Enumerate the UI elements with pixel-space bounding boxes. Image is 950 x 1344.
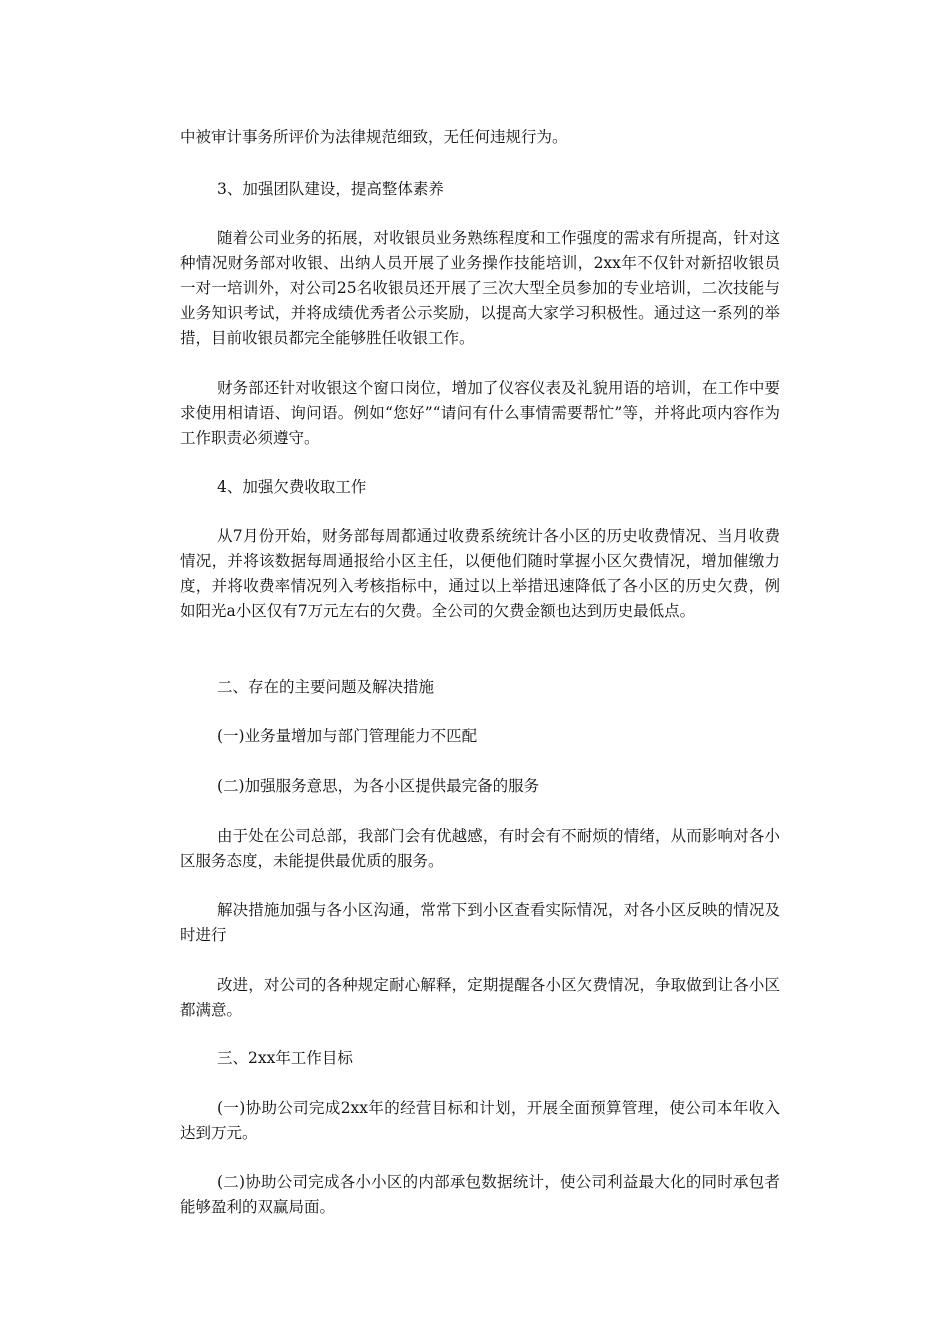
subheading-problem-two: (二)加强服务意思，为各小区提供最完备的服务 bbox=[217, 777, 540, 795]
paragraph-goal-two: (二)协助公司完成各小小区的内部承包数据统计，使公司利益最大化的同时承包者能够盈利的双赢局面。 bbox=[180, 1173, 780, 1216]
paragraph-audit-evaluation: 中被审计事务所评价为法律规范细致，无任何违规行为。 bbox=[180, 128, 568, 146]
subheading-problem-one: (一)业务量增加与部门管理能力不匹配 bbox=[217, 727, 478, 745]
heading-arrears-collection: 4、加强欠费收取工作 bbox=[217, 478, 367, 496]
paragraph-etiquette-training: 财务部还针对收银这个窗口岗位，增加了仪容仪表及礼貌用语的培训，在工作中要求使用相请语、询问语。例如“您好”“请问有什么事情需要帮忙”等，并将此项内容作为工作职责必须遵守。 bbox=[180, 379, 780, 447]
heading-team-building: 3、加强团队建设，提高整体素养 bbox=[217, 180, 444, 198]
paragraph-service-attitude: 由于处在公司总部，我部门会有优越感，有时会有不耐烦的情绪，从而影响对各小区服务态度，未能提供最优质的服务。 bbox=[180, 827, 780, 870]
paragraph-goal-one: (一)协助公司完成2xx年的经营目标和计划，开展全面预算管理，使公司本年收入达到万元。 bbox=[180, 1099, 780, 1142]
paragraph-arrears-measures: 从7月份开始，财务部每周都通过收费系统统计各小区的历史收费情况、当月收费情况，并将该数据每周通报给小区主任，以便他们随时掌握小区欠费情况，增加催缴力度，并将收费率情况列入考核指标中，通过以上举措迅速降低了各小区的历史欠费，例如阳光a小区仅有7万元左右的欠费。全公司的欠费金额也达到历史最低点。 bbox=[180, 527, 780, 620]
heading-work-goals: 三、2xx年工作目标 bbox=[217, 1049, 353, 1067]
paragraph-solution-communication: 解决措施加强与各小区沟通，常常下到小区查看实际情况，对各小区反映的情况及时进行 bbox=[180, 901, 780, 944]
heading-main-problems: 二、存在的主要问题及解决措施 bbox=[217, 678, 435, 696]
paragraph-solution-improvement: 改进，对公司的各种规定耐心解释，定期提醒各小区欠费情况，争取做到让各小区都满意。 bbox=[180, 976, 780, 1019]
paragraph-cashier-training: 随着公司业务的拓展，对收银员业务熟练程度和工作强度的需求有所提高，针对这种情况财务部对收银、出纳人员开展了业务操作技能培训，2xx年不仅针对新招收银员一对一培训外，对公司25名收银员还开展了三次大型全员参加的专业培训，二次技能与业务知识考试，并将成绩优秀者公示奖励，以提高大家学习积极性。通过这一系列的举措，目前收银员都完全能够胜任收银工作。 bbox=[180, 229, 780, 347]
